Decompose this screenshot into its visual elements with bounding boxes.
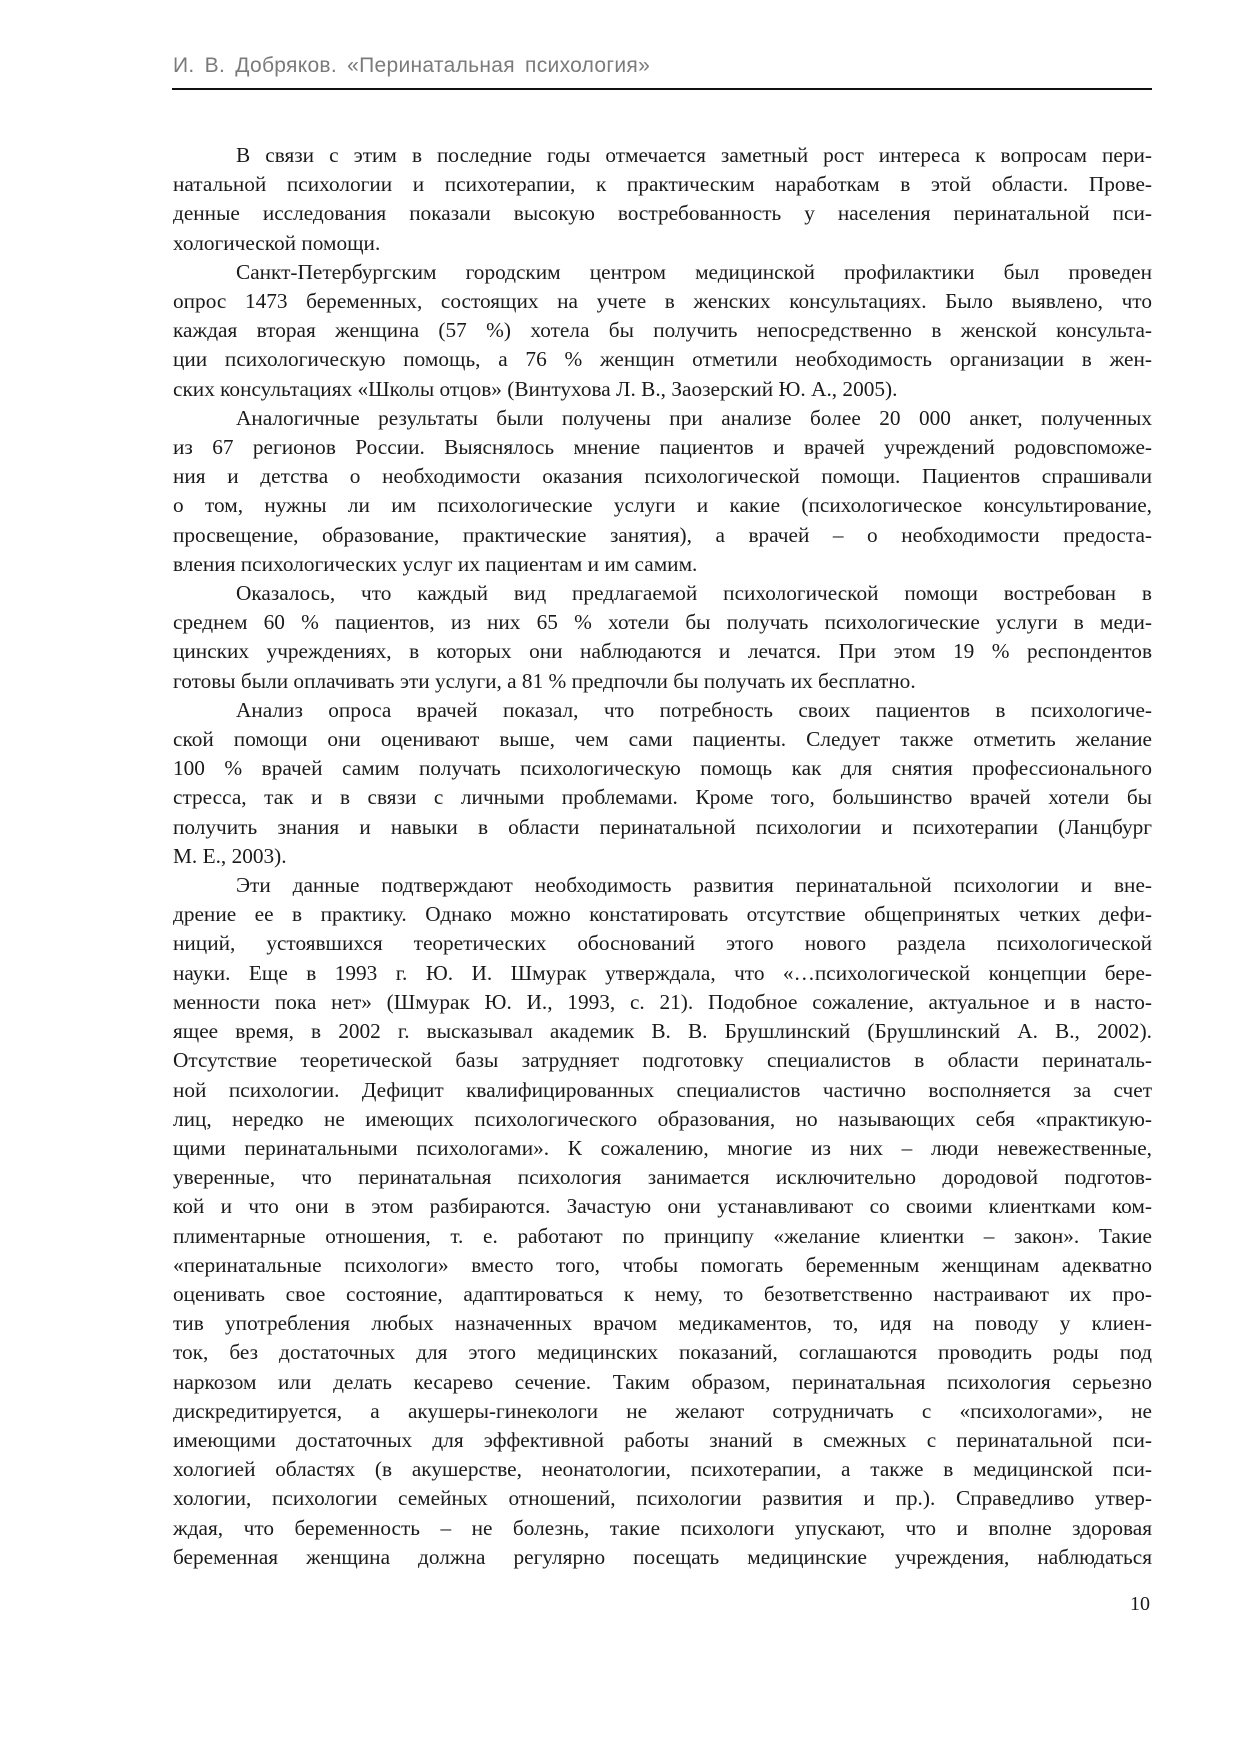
text-line: хологией областях (в акушерстве, неонатологии, психотерапии, а также в медицинской пси- [173, 1457, 1152, 1482]
text-line: ниций, устоявшихся теоретических обоснований этого нового раздела психологической [173, 931, 1152, 956]
paragraph [173, 404, 1152, 579]
paragraph [173, 871, 1152, 1572]
text-line: Санкт-Петербургским городским центром медицинской профилактики был проведен [236, 259, 1152, 284]
text-line: ской помощи они оценивают выше, чем сами пациенты. Следует также отметить желание [173, 727, 1152, 752]
text-line: имеющими достаточных для эффективной работы знаний в смежных с перинатальной пси- [173, 1427, 1152, 1452]
page-number: 10 [1130, 1593, 1150, 1615]
text-line: среднем 60 % пациентов, из них 65 % хотели бы получать психологические услуги в меди- [173, 610, 1152, 635]
text-line: «перинатальные психологи» вместо того, чтобы помогать беременным женщинам адекватно [173, 1252, 1152, 1277]
text-line: хологической помощи. [173, 230, 381, 255]
text-line: беременная женщина должна регулярно посещать медицинские учреждения, наблюдаться [173, 1544, 1152, 1569]
text-line: из 67 регионов России. Выяснялось мнение пациентов и врачей учреждений родовспоможе- [173, 435, 1152, 460]
text-line: хологии, психологии семейных отношений, психологии развития и пр.). Справедливо утвер- [173, 1486, 1152, 1511]
text-line: лиц, нередко не имеющих психологического образования, но называющих себя «практикую- [173, 1106, 1152, 1131]
text-line: наркозом или делать кесарево сечение. Таким образом, перинатальная психология серьезно [173, 1369, 1152, 1394]
text-line: просвещение, образование, практические занятия), а врачей – о необходимости предоста- [173, 522, 1152, 547]
text-line: ной психологии. Дефицит квалифицированных специалистов частично восполняется за счет [173, 1077, 1152, 1102]
paragraph [173, 696, 1152, 871]
text-line: ящее время, в 2002 г. высказывал академик В. В. Брушлинский (Брушлинский А. В., 2002). [173, 1019, 1152, 1044]
text-line: ток, без достаточных для этого медицинских показаний, соглашаются проводить роды под [173, 1340, 1152, 1365]
text-line: ских консультациях «Школы отцов» (Винтухова Л. В., Заозерский Ю. А., 2005). [173, 376, 898, 401]
text-line: каждая вторая женщина (57 %) хотела бы получить непосредственно в женской консульта- [173, 318, 1152, 343]
text-line: В связи с этим в последние годы отмечается заметный рост интереса к вопросам пери- [236, 143, 1152, 167]
text-line: Аналогичные результаты были получены при анализе более 20 000 анкет, полученных [236, 405, 1152, 430]
text-line: Эти данные подтверждают необходимость развития перинатальной психологии и вне- [236, 873, 1152, 898]
text-line: менности пока нет» (Шмурак Ю. И., 1993, с. 21). Подобное сожаление, актуальное и в насто- [173, 989, 1152, 1014]
text-line: ции психологическую помощь, а 76 % женщин отметили необходимость организации в жен- [173, 347, 1152, 372]
paragraph [173, 579, 1152, 696]
text-line: цинских учреждениях, в которых они наблюдаются и лечатся. При этом 19 % респондентов [173, 639, 1152, 664]
text-line: науки. Еще в 1993 г. Ю. И. Шмурак утверждала, что «…психологической концепции бере- [173, 960, 1152, 985]
text-line: кой и что они в этом разбираются. Зачастую они устанавливают со своими клиентками ком- [173, 1194, 1152, 1219]
text-line: ния и детства о необходимости оказания психологической помощи. Пациентов спрашивали [173, 464, 1152, 489]
text-line: плиментарные отношения, т. е. работают по принципу «желание клиентки – закон». Такие [173, 1223, 1152, 1248]
text-line: дрение ее в практику. Однако можно констатировать отсутствие общепринятых четких дефи- [173, 902, 1152, 927]
header-rule [172, 88, 1152, 90]
text-line: тив употребления любых назначенных врачом медикаментов, то, идя на поводу у клиен- [173, 1311, 1152, 1336]
text-line: дискредитируется, а акушеры-гинекологи не желают сотрудничать с «психологами», не [173, 1398, 1152, 1423]
text-line: опрос 1473 беременных, состоящих на учете в женских консультациях. Было выявлено, что [173, 289, 1152, 314]
text-line: щими перинатальными психологами». К сожалению, многие из них – люди невежественные, [173, 1135, 1152, 1160]
text-line: 100 % врачей самим получать психологическую помощь как для снятия профессионального [173, 756, 1152, 781]
text-line: Оказалось, что каждый вид предлагаемой психологической помощи востребован в [236, 581, 1152, 606]
text-line: оценивать свое состояние, адаптироваться к нему, то безответственно настраивают их про- [173, 1281, 1152, 1306]
text-line: о том, нужны ли им психологические услуги и какие (психологическое консультирование, [173, 493, 1152, 518]
text-line: Отсутствие теоретической базы затрудняет подготовку специалистов в области перинаталь- [173, 1048, 1152, 1073]
paragraph [173, 258, 1152, 404]
text-line: вления психологических услуг их пациентам и им самим. [173, 551, 698, 576]
text-line: уверенные, что перинатальная психология занимается исключительно дородовой подготов- [173, 1165, 1152, 1190]
text-line: денные исследования показали высокую востребованность у населения перинатальной пси- [173, 201, 1152, 226]
text-line: ждая, что беременность – не болезнь, такие психологи упускают, что и вполне здоровая [173, 1515, 1152, 1540]
paragraph [173, 141, 1152, 258]
text-line: получить знания и навыки в области перинатальной психологии и психотерапии (Ланцбург [173, 814, 1152, 839]
text-line: стресса, так и в связи с личными проблемами. Кроме того, большинство врачей хотели бы [173, 785, 1152, 810]
text-line: готовы были оплачивать эти услуги, а 81 % предпочли бы получать их бесплатно. [173, 668, 916, 693]
text-line: М. Е., 2003). [173, 843, 287, 868]
text-line: Анализ опроса врачей показал, что потребность своих пациентов в психологиче- [236, 697, 1152, 722]
text-line: натальной психологии и психотерапии, к практическим наработкам в этой области. Прове- [173, 172, 1152, 197]
running-head: И. В. Добряков. «Перинатальная психология» [173, 54, 651, 77]
body-text [173, 141, 1152, 1572]
